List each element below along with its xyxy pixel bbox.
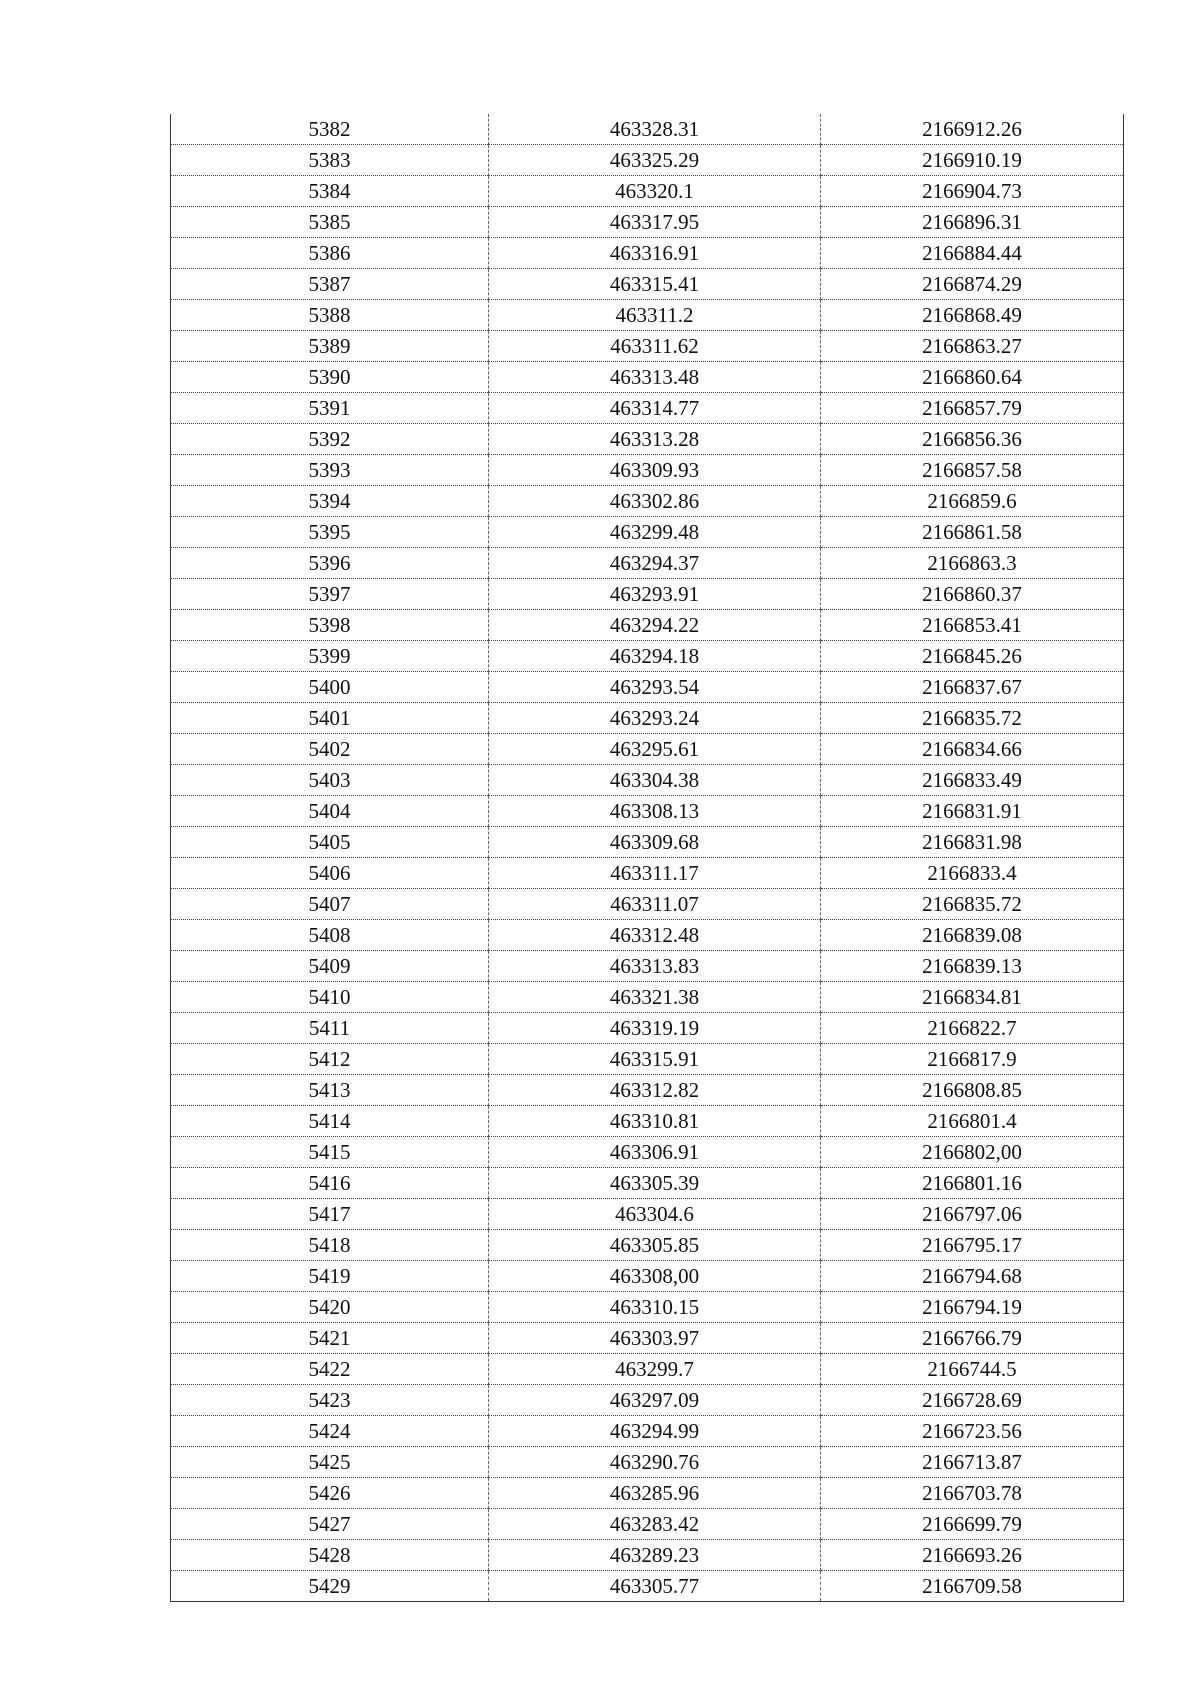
point-number-cell: 5407 xyxy=(171,889,489,920)
x-coordinate-cell: 463295.61 xyxy=(489,734,821,765)
x-coordinate-cell: 463319.19 xyxy=(489,1013,821,1044)
table-row xyxy=(171,982,1124,1013)
point-number-cell: 5412 xyxy=(171,1044,489,1075)
y-coordinate-cell: 2166822.7 xyxy=(821,1013,1124,1044)
point-number-cell: 5391 xyxy=(171,393,489,424)
coordinates-table xyxy=(170,114,1124,1602)
y-coordinate-cell: 2166744.5 xyxy=(821,1354,1124,1385)
point-number-cell: 5419 xyxy=(171,1261,489,1292)
table-row xyxy=(171,176,1124,207)
x-coordinate-cell: 463310.81 xyxy=(489,1106,821,1137)
y-coordinate-cell: 2166693.26 xyxy=(821,1540,1124,1571)
x-coordinate-cell: 463312.82 xyxy=(489,1075,821,1106)
point-number-cell: 5429 xyxy=(171,1571,489,1602)
table-row xyxy=(171,579,1124,610)
x-coordinate-cell: 463294.37 xyxy=(489,548,821,579)
y-coordinate-cell: 2166896.31 xyxy=(821,207,1124,238)
x-coordinate-cell: 463321.38 xyxy=(489,982,821,1013)
x-coordinate-cell: 463308,00 xyxy=(489,1261,821,1292)
x-coordinate-cell: 463310.15 xyxy=(489,1292,821,1323)
table-row xyxy=(171,889,1124,920)
x-coordinate-cell: 463294.99 xyxy=(489,1416,821,1447)
point-number-cell: 5384 xyxy=(171,176,489,207)
y-coordinate-cell: 2166910.19 xyxy=(821,145,1124,176)
x-coordinate-cell: 463316.91 xyxy=(489,238,821,269)
table-row xyxy=(171,548,1124,579)
table-row xyxy=(171,1261,1124,1292)
table-row xyxy=(171,1323,1124,1354)
y-coordinate-cell: 2166794.68 xyxy=(821,1261,1124,1292)
y-coordinate-cell: 2166839.13 xyxy=(821,951,1124,982)
table-row xyxy=(171,393,1124,424)
x-coordinate-cell: 463299.48 xyxy=(489,517,821,548)
table-row xyxy=(171,1199,1124,1230)
y-coordinate-cell: 2166728.69 xyxy=(821,1385,1124,1416)
x-coordinate-cell: 463290.76 xyxy=(489,1447,821,1478)
table-row xyxy=(171,1168,1124,1199)
y-coordinate-cell: 2166831.98 xyxy=(821,827,1124,858)
point-number-cell: 5401 xyxy=(171,703,489,734)
table-row xyxy=(171,672,1124,703)
point-number-cell: 5383 xyxy=(171,145,489,176)
table-row xyxy=(171,827,1124,858)
point-number-cell: 5386 xyxy=(171,238,489,269)
point-number-cell: 5392 xyxy=(171,424,489,455)
y-coordinate-cell: 2166839.08 xyxy=(821,920,1124,951)
table-row xyxy=(171,269,1124,300)
table-row xyxy=(171,207,1124,238)
table-row xyxy=(171,796,1124,827)
y-coordinate-cell: 2166699.79 xyxy=(821,1509,1124,1540)
x-coordinate-cell: 463309.68 xyxy=(489,827,821,858)
x-coordinate-cell: 463325.29 xyxy=(489,145,821,176)
table-row xyxy=(171,1230,1124,1261)
point-number-cell: 5425 xyxy=(171,1447,489,1478)
y-coordinate-cell: 2166808.85 xyxy=(821,1075,1124,1106)
y-coordinate-cell: 2166831.91 xyxy=(821,796,1124,827)
table-row xyxy=(171,734,1124,765)
point-number-cell: 5385 xyxy=(171,207,489,238)
point-number-cell: 5390 xyxy=(171,362,489,393)
x-coordinate-cell: 463308.13 xyxy=(489,796,821,827)
y-coordinate-cell: 2166853.41 xyxy=(821,610,1124,641)
x-coordinate-cell: 463294.18 xyxy=(489,641,821,672)
table-row xyxy=(171,951,1124,982)
table-row xyxy=(171,1013,1124,1044)
y-coordinate-cell: 2166817.9 xyxy=(821,1044,1124,1075)
y-coordinate-cell: 2166833.49 xyxy=(821,765,1124,796)
point-number-cell: 5420 xyxy=(171,1292,489,1323)
table-row xyxy=(171,1509,1124,1540)
y-coordinate-cell: 2166766.79 xyxy=(821,1323,1124,1354)
table-row xyxy=(171,362,1124,393)
point-number-cell: 5411 xyxy=(171,1013,489,1044)
point-number-cell: 5413 xyxy=(171,1075,489,1106)
table-row xyxy=(171,610,1124,641)
x-coordinate-cell: 463305.77 xyxy=(489,1571,821,1602)
table-row xyxy=(171,424,1124,455)
table-row xyxy=(171,1385,1124,1416)
y-coordinate-cell: 2166834.81 xyxy=(821,982,1124,1013)
x-coordinate-cell: 463302.86 xyxy=(489,486,821,517)
table-row xyxy=(171,641,1124,672)
x-coordinate-cell: 463293.91 xyxy=(489,579,821,610)
point-number-cell: 5422 xyxy=(171,1354,489,1385)
y-coordinate-cell: 2166857.79 xyxy=(821,393,1124,424)
y-coordinate-cell: 2166833.4 xyxy=(821,858,1124,889)
point-number-cell: 5396 xyxy=(171,548,489,579)
y-coordinate-cell: 2166857.58 xyxy=(821,455,1124,486)
x-coordinate-cell: 463309.93 xyxy=(489,455,821,486)
point-number-cell: 5423 xyxy=(171,1385,489,1416)
x-coordinate-cell: 463283.42 xyxy=(489,1509,821,1540)
x-coordinate-cell: 463305.85 xyxy=(489,1230,821,1261)
point-number-cell: 5399 xyxy=(171,641,489,672)
x-coordinate-cell: 463313.48 xyxy=(489,362,821,393)
x-coordinate-cell: 463294.22 xyxy=(489,610,821,641)
x-coordinate-cell: 463293.24 xyxy=(489,703,821,734)
y-coordinate-cell: 2166868.49 xyxy=(821,300,1124,331)
point-number-cell: 5408 xyxy=(171,920,489,951)
x-coordinate-cell: 463304.38 xyxy=(489,765,821,796)
point-number-cell: 5428 xyxy=(171,1540,489,1571)
table-row xyxy=(171,114,1124,145)
table-row xyxy=(171,1354,1124,1385)
y-coordinate-cell: 2166797.06 xyxy=(821,1199,1124,1230)
y-coordinate-cell: 2166703.78 xyxy=(821,1478,1124,1509)
point-number-cell: 5393 xyxy=(171,455,489,486)
y-coordinate-cell: 2166801.4 xyxy=(821,1106,1124,1137)
x-coordinate-cell: 463297.09 xyxy=(489,1385,821,1416)
x-coordinate-cell: 463311.17 xyxy=(489,858,821,889)
table-row xyxy=(171,238,1124,269)
point-number-cell: 5405 xyxy=(171,827,489,858)
y-coordinate-cell: 2166912.26 xyxy=(821,114,1124,145)
y-coordinate-cell: 2166801.16 xyxy=(821,1168,1124,1199)
y-coordinate-cell: 2166863.27 xyxy=(821,331,1124,362)
point-number-cell: 5394 xyxy=(171,486,489,517)
table-row xyxy=(171,145,1124,176)
point-number-cell: 5417 xyxy=(171,1199,489,1230)
x-coordinate-cell: 463313.83 xyxy=(489,951,821,982)
table-row xyxy=(171,703,1124,734)
x-coordinate-cell: 463305.39 xyxy=(489,1168,821,1199)
table-row xyxy=(171,1292,1124,1323)
y-coordinate-cell: 2166874.29 xyxy=(821,269,1124,300)
point-number-cell: 5415 xyxy=(171,1137,489,1168)
point-number-cell: 5400 xyxy=(171,672,489,703)
point-number-cell: 5395 xyxy=(171,517,489,548)
table-row xyxy=(171,300,1124,331)
table-row xyxy=(171,1137,1124,1168)
point-number-cell: 5388 xyxy=(171,300,489,331)
y-coordinate-cell: 2166884.44 xyxy=(821,238,1124,269)
y-coordinate-cell: 2166860.64 xyxy=(821,362,1124,393)
x-coordinate-cell: 463312.48 xyxy=(489,920,821,951)
x-coordinate-cell: 463315.91 xyxy=(489,1044,821,1075)
point-number-cell: 5387 xyxy=(171,269,489,300)
point-number-cell: 5404 xyxy=(171,796,489,827)
table-row xyxy=(171,1571,1124,1602)
x-coordinate-cell: 463304.6 xyxy=(489,1199,821,1230)
x-coordinate-cell: 463320.1 xyxy=(489,176,821,207)
point-number-cell: 5403 xyxy=(171,765,489,796)
table-row xyxy=(171,1478,1124,1509)
y-coordinate-cell: 2166723.56 xyxy=(821,1416,1124,1447)
table-row xyxy=(171,1416,1124,1447)
y-coordinate-cell: 2166802,00 xyxy=(821,1137,1124,1168)
y-coordinate-cell: 2166863.3 xyxy=(821,548,1124,579)
point-number-cell: 5409 xyxy=(171,951,489,982)
point-number-cell: 5402 xyxy=(171,734,489,765)
y-coordinate-cell: 2166904.73 xyxy=(821,176,1124,207)
table-row xyxy=(171,486,1124,517)
point-number-cell: 5416 xyxy=(171,1168,489,1199)
y-coordinate-cell: 2166835.72 xyxy=(821,889,1124,920)
point-number-cell: 5410 xyxy=(171,982,489,1013)
x-coordinate-cell: 463328.31 xyxy=(489,114,821,145)
y-coordinate-cell: 2166713.87 xyxy=(821,1447,1124,1478)
x-coordinate-cell: 463299.7 xyxy=(489,1354,821,1385)
y-coordinate-cell: 2166845.26 xyxy=(821,641,1124,672)
table-row xyxy=(171,1447,1124,1478)
table-row xyxy=(171,765,1124,796)
table-row xyxy=(171,455,1124,486)
table-row xyxy=(171,1075,1124,1106)
y-coordinate-cell: 2166856.36 xyxy=(821,424,1124,455)
point-number-cell: 5398 xyxy=(171,610,489,641)
x-coordinate-cell: 463317.95 xyxy=(489,207,821,238)
y-coordinate-cell: 2166860.37 xyxy=(821,579,1124,610)
x-coordinate-cell: 463285.96 xyxy=(489,1478,821,1509)
x-coordinate-cell: 463293.54 xyxy=(489,672,821,703)
point-number-cell: 5382 xyxy=(171,114,489,145)
y-coordinate-cell: 2166861.58 xyxy=(821,517,1124,548)
y-coordinate-cell: 2166837.67 xyxy=(821,672,1124,703)
point-number-cell: 5397 xyxy=(171,579,489,610)
table-row xyxy=(171,858,1124,889)
x-coordinate-cell: 463314.77 xyxy=(489,393,821,424)
y-coordinate-cell: 2166794.19 xyxy=(821,1292,1124,1323)
table-row xyxy=(171,920,1124,951)
x-coordinate-cell: 463303.97 xyxy=(489,1323,821,1354)
point-number-cell: 5414 xyxy=(171,1106,489,1137)
x-coordinate-cell: 463311.62 xyxy=(489,331,821,362)
y-coordinate-cell: 2166859.6 xyxy=(821,486,1124,517)
point-number-cell: 5418 xyxy=(171,1230,489,1261)
x-coordinate-cell: 463315.41 xyxy=(489,269,821,300)
table-row xyxy=(171,1044,1124,1075)
coordinates-table-body xyxy=(171,114,1124,1602)
table-row xyxy=(171,1106,1124,1137)
y-coordinate-cell: 2166709.58 xyxy=(821,1571,1124,1602)
x-coordinate-cell: 463311.2 xyxy=(489,300,821,331)
x-coordinate-cell: 463311.07 xyxy=(489,889,821,920)
table-row xyxy=(171,517,1124,548)
y-coordinate-cell: 2166834.66 xyxy=(821,734,1124,765)
point-number-cell: 5424 xyxy=(171,1416,489,1447)
point-number-cell: 5406 xyxy=(171,858,489,889)
point-number-cell: 5427 xyxy=(171,1509,489,1540)
y-coordinate-cell: 2166835.72 xyxy=(821,703,1124,734)
table-row xyxy=(171,331,1124,362)
y-coordinate-cell: 2166795.17 xyxy=(821,1230,1124,1261)
table-row xyxy=(171,1540,1124,1571)
point-number-cell: 5389 xyxy=(171,331,489,362)
point-number-cell: 5426 xyxy=(171,1478,489,1509)
point-number-cell: 5421 xyxy=(171,1323,489,1354)
x-coordinate-cell: 463289.23 xyxy=(489,1540,821,1571)
x-coordinate-cell: 463313.28 xyxy=(489,424,821,455)
x-coordinate-cell: 463306.91 xyxy=(489,1137,821,1168)
